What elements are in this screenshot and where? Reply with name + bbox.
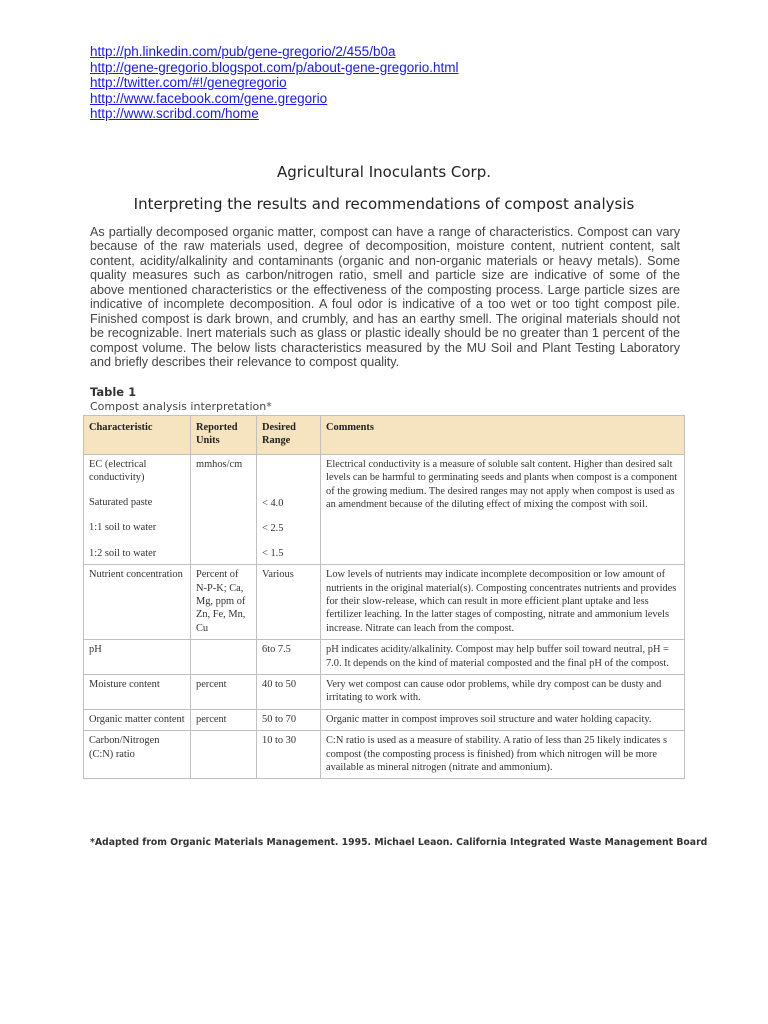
ec-label: EC (electrical conductivity) xyxy=(89,458,147,484)
table-row-organic xyxy=(84,709,685,730)
scribd-link[interactable]: http://www.scribd.com/home xyxy=(90,106,259,122)
cell-units xyxy=(191,731,257,779)
cell-characteristic: pH xyxy=(84,640,191,675)
cell-characteristic: Nutrient concentration xyxy=(84,565,191,640)
table-row-ph xyxy=(84,640,685,675)
linkedin-link[interactable]: http://ph.linkedin.com/pub/gene-gregorio/2/455/b0a xyxy=(90,44,396,59)
header-units: Reported Units xyxy=(191,416,257,455)
facebook-link[interactable]: http://www.facebook.com/gene.gregorio xyxy=(90,90,328,106)
cell-units: percent xyxy=(191,675,257,710)
cell-range: 50 to 70 xyxy=(257,709,321,730)
table-row-cn xyxy=(84,731,685,779)
ec-sub-1-1: 1:1 soil to water xyxy=(89,522,157,534)
table-row-nutrient xyxy=(84,565,685,640)
cell-characteristic: Organic matter content xyxy=(84,709,191,730)
cell-characteristic: Carbon/Nitrogen (C:N) ratio xyxy=(84,731,191,779)
cell-comments: Organic matter in compost improves soil structure and water holding capacity. xyxy=(321,709,685,730)
cell-comments: Electrical conductivity is a measure of soluble salt content. Higher than desired salt levels can be harmful to germinating seeds and plants when compost is a component of the growing medium. The desired ranges may not apply when compost is used as an amendment because of the diluting effect of mixing the compost with soil. xyxy=(321,454,685,564)
table-caption: Table 1 xyxy=(90,385,137,399)
intro-paragraph: As partially decomposed organic matter, compost can have a range of characteristics. Compost can vary because of the raw materials used, degree of decomposition, moisture content, nutrient content, salt content, acidity/alkalinity and contaminants (organic and non-organic materials or heavy metals). Some quality measures such as carbon/nitrogen ratio, smell and particle size are indicative of some of the above mentioned characteristics or the effectiveness of the composting process. Large particle sizes are indicative of incomplete decomposition. A foul odor is indicative of a too wet or too tight compost pile. Finished compost is dark brown, and crumbly, and has an earthy smell. The original materials should not be recognizable. Inert materials such as glass or plastic ideally should be no greater than 1 percent of the compost volume. The below lists characteristics measured by the MU Soil and Plant Testing Laboratory and briefly describes their relevance to compost quality. xyxy=(90,225,680,370)
blogspot-link[interactable]: http://gene-gregorio.blogspot.com/p/about-gene-gregorio.html xyxy=(90,59,459,75)
cell-units: percent xyxy=(191,709,257,730)
header-comments: Comments xyxy=(321,416,685,455)
cell-range: 6to 7.5 xyxy=(257,640,321,675)
ec-sub-saturated: Saturated paste xyxy=(89,497,153,509)
table-subtitle: Compost analysis interpretation* xyxy=(90,400,272,413)
compost-analysis-table xyxy=(83,415,685,779)
cell-units xyxy=(191,640,257,675)
table-header-row xyxy=(84,416,685,455)
cell-comments: Low levels of nutrients may indicate incomplete decomposition or low amount of nutrients in the original material(s). Composting concentrates nutrients and provides for their slow-release, which can result in more efficient plant uptake and less fertilizer leaching. In the latter stages of composting, nitrate and ammonium levels increase. Nitrate can leach from the compost. xyxy=(321,565,685,640)
page-title: Interpreting the results and recommendations of compost analysis xyxy=(133,195,635,213)
header-characteristic: Characteristic xyxy=(84,416,191,455)
cell-comments: Very wet compost can cause odor problems, while dry compost can be dusty and irritating to work with. xyxy=(321,675,685,710)
cell-range: 10 to 30 xyxy=(257,731,321,779)
table-row-moisture xyxy=(84,675,685,710)
cell-units: Percent of N-P-K; Ca, Mg, ppm of Zn, Fe, Mn, Cu xyxy=(191,565,257,640)
ec-range-saturated: < 4.0 xyxy=(262,497,284,509)
link-list xyxy=(90,44,458,122)
cell-comments: C:N ratio is used as a measure of stability. A ratio of less than 25 likely indicates s compost (the composting process is finished) from which nitrogen will be more available as mineral nitrogen (nitrate and ammonium). xyxy=(321,731,685,779)
twitter-link[interactable]: http://twitter.com/#!/genegregorio xyxy=(90,75,287,91)
header-range: Desired Range xyxy=(257,416,321,455)
table-row-ec xyxy=(84,454,685,564)
cell-range: 40 to 50 xyxy=(257,675,321,710)
cell-units: mmhos/cm xyxy=(191,454,257,564)
cell-range: Various xyxy=(257,565,321,640)
cell-characteristic: Moisture content xyxy=(84,675,191,710)
ec-range-1-1: < 2.5 xyxy=(262,522,284,534)
ec-sub-1-2: 1:2 soil to water xyxy=(89,547,157,559)
table-footnote: *Adapted from Organic Materials Management. 1995. Michael Leaon. California Integrated Waste Management Board xyxy=(90,837,708,848)
organization-heading: Agricultural Inoculants Corp. xyxy=(276,163,492,181)
cell-range xyxy=(257,454,321,564)
cell-characteristic xyxy=(84,454,191,564)
cell-comments: pH indicates acidity/alkalinity. Compost may help buffer soil toward neutral, pH = 7.0. It depends on the kind of material composted and the final pH of the compost. xyxy=(321,640,685,675)
ec-range-1-2: < 1.5 xyxy=(262,547,284,559)
